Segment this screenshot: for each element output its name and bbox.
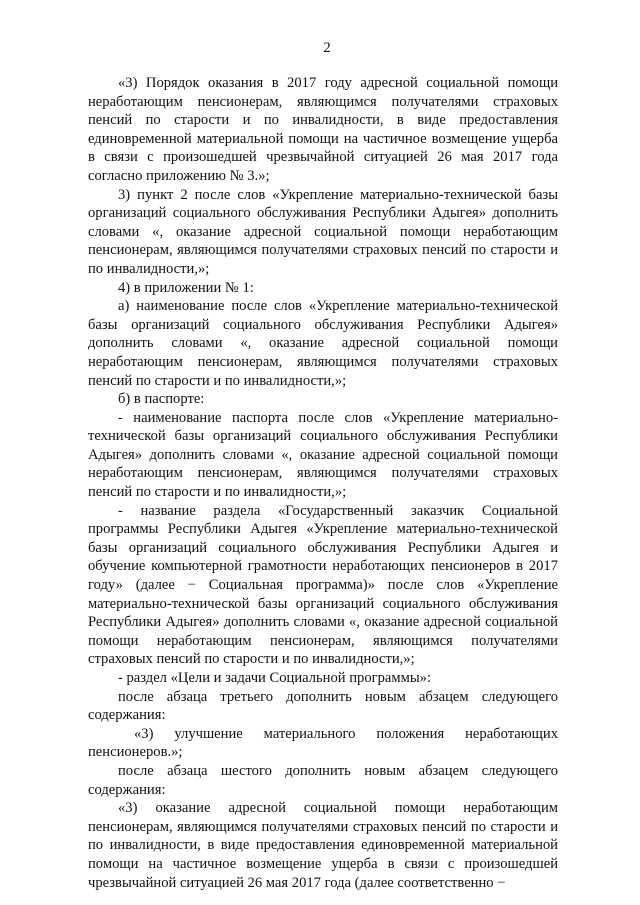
document-page: [88, 38, 558, 892]
page-number: 2: [323, 40, 331, 56]
paragraph-item-b: б) в паспорте:: [118, 391, 205, 408]
paragraph-item-a: а) наименование после слов «Укрепление материально-технической базы организаций социального обслуживания Республики Адыгея» дополнить словами «, оказание адресной социальной помощи неработающим пенсионерам, являющимся получателями страховых пенсий по старости и по инвалидности,»;: [88, 298, 558, 389]
paragraph-after-third: после абзаца третьего дополнить новым абзацем следующего содержания:: [88, 688, 558, 724]
paragraph-section-goals: - раздел «Цели и задачи Социальной программы»:: [118, 670, 432, 686]
paragraph-item-4: 4) в приложении № 1:: [118, 279, 254, 296]
paragraph-item-3: 3) пункт 2 после слов «Укрепление материально-технической базы организаций социального обслуживания Республики Адыгея» дополнить словами «, оказание адресной социальной помощи неработающим пенсионерам, являющимся получателями страховых пенсий по старости и по инвалидности,»;: [88, 186, 558, 277]
paragraph-after-sixth: после абзаца шестого дополнить новым абзацем следующего содержания:: [88, 762, 558, 798]
paragraph-passport-name: - наименование паспорта после слов «Укрепление материально-технической базы организаций социального обслуживания Республики Адыгея» дополнить словами «, оказание адресной социальной помощи неработающим пенсионерам, являющимся получателями страховых пенсий по старости и по инвалидности,»;: [88, 409, 558, 501]
paragraph-order-3: «3) Порядок оказания в 2017 году адресной социальной помощи неработающим пенсионерам, являющимся получателями страховых пенсий по старости и по инвалидности, в виде предоставления единовременной материальной помощи на частичное возмещение ущерба в связи с произошедшей чрезвычайной ситуацией 26 мая 2017 года согласно приложению № 3.»;: [88, 75, 558, 184]
paragraph-section-title: - название раздела «Государственный заказчик Социальной программы Республики Адыгея «Укрепление материально-технической базы организаций социального обслуживания Республики Адыгея и обучение компьютерной грамотности неработающих пенсионеров в 2017 году» (далее − Социальная программа)» после слов «Укрепление материально-технической базы организаций социального обслуживания Республики Адыгея» дополнить словами «, оказание адресной социальной помощи неработающим пенсионерам, являющимся получателями страховых пенсий по старости и по инвалидности,»;: [88, 502, 558, 668]
paragraph-new-item-improvement: «3) улучшение материального положения неработающих пенсионеров.»;: [88, 725, 558, 761]
paragraph-new-item-assistance: «3) оказание адресной социальной помощи неработающим пенсионерам, являющимся получателями страховых пенсий по старости и по инвалидности, в виде предоставления единовременной материальной помощи на частичное возмещение ущерба в связи с произошедшей чрезвычайной ситуацией 26 мая 2017 года (далее соответственно −: [88, 800, 558, 891]
